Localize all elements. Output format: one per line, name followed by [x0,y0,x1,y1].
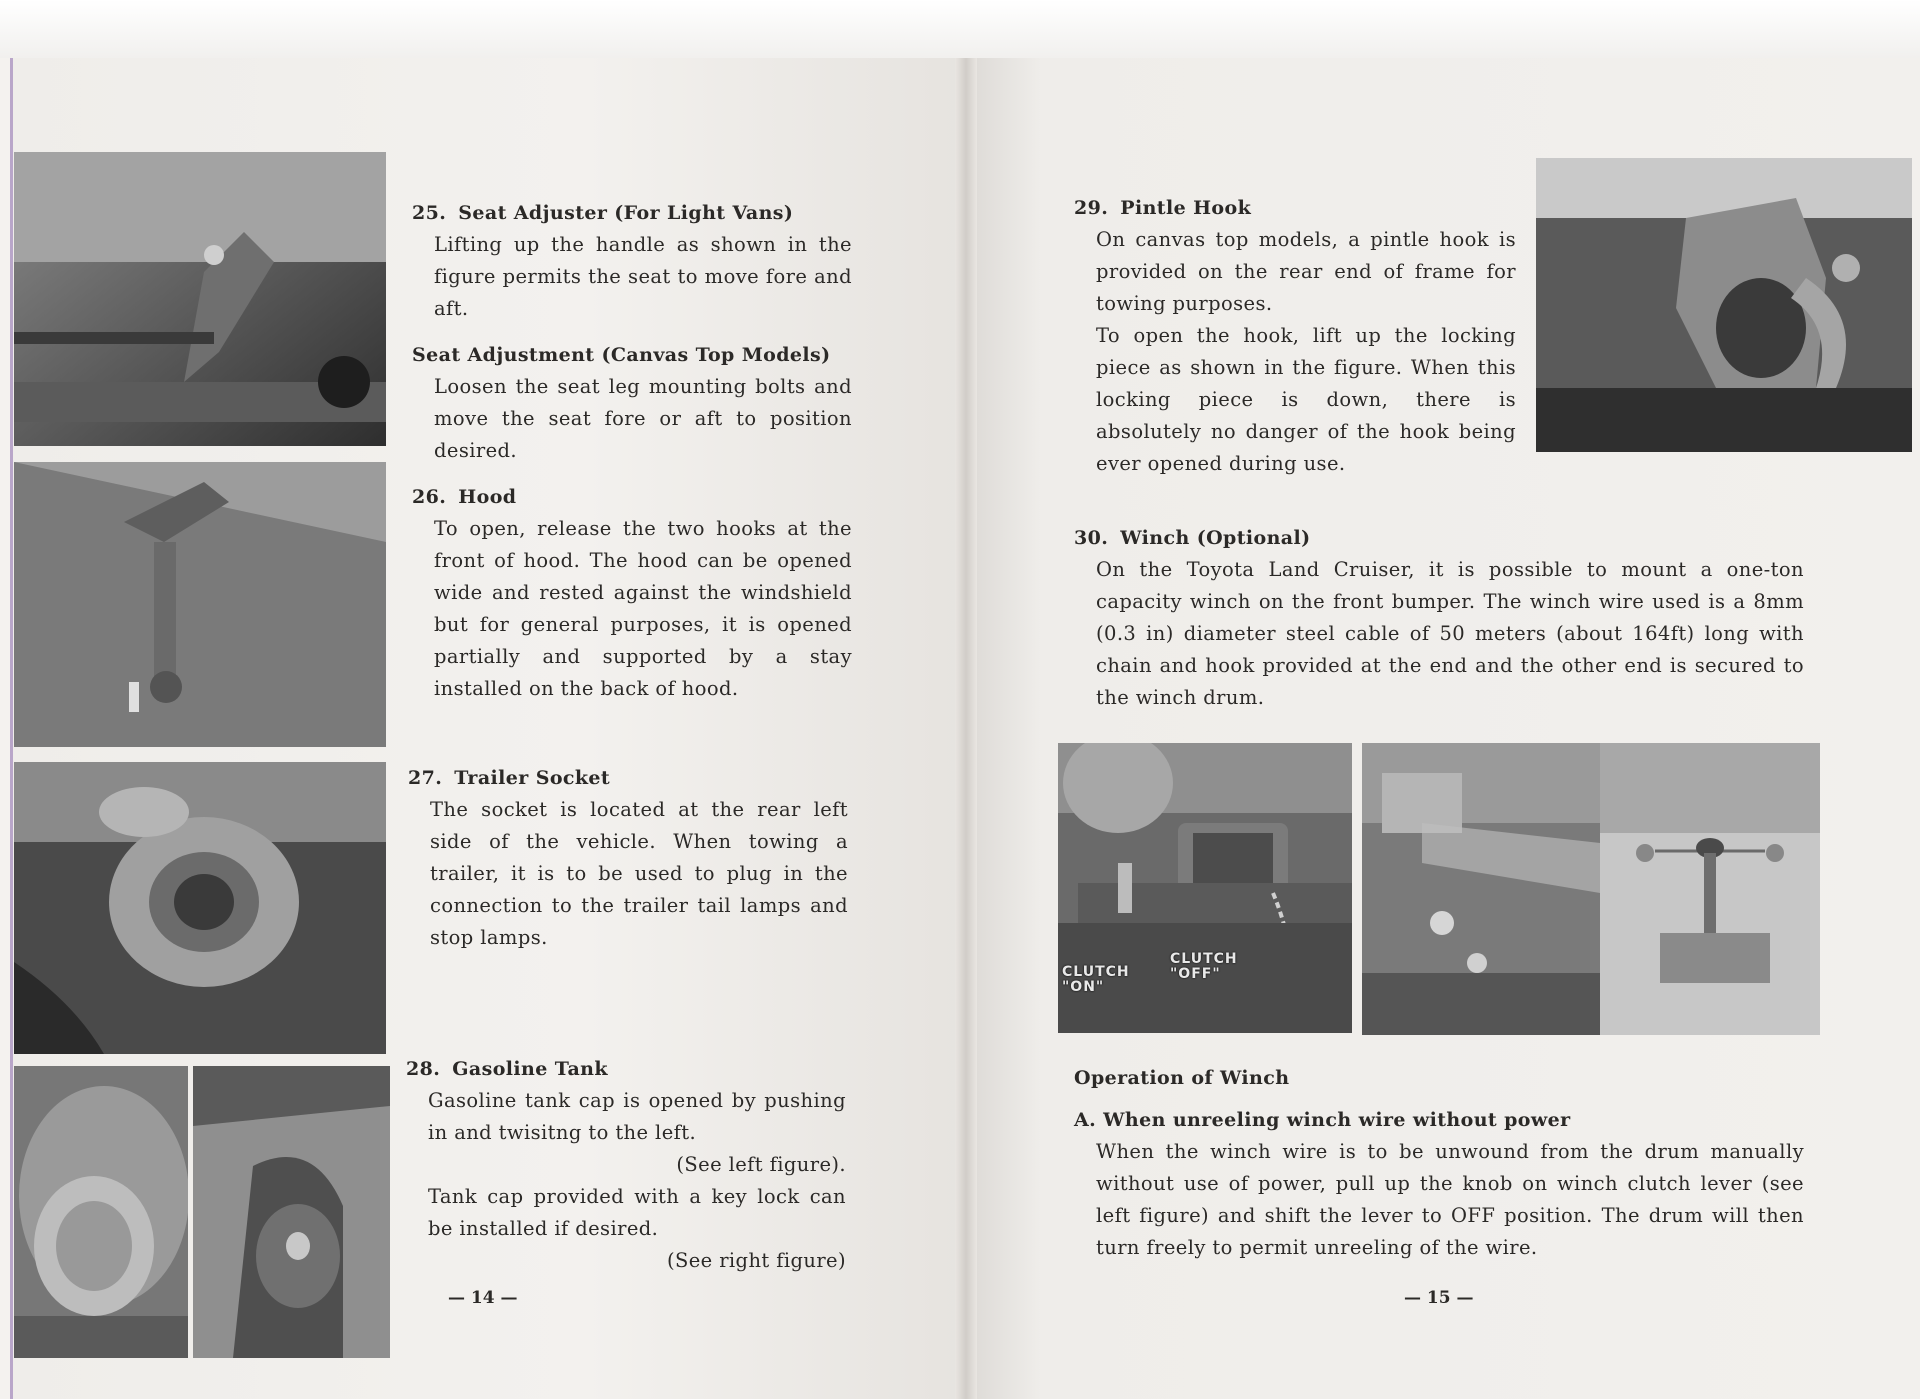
section-title: Hood [458,486,517,508]
section-title: Trailer Socket [454,767,611,789]
section-body: Lifting up the handle as shown in the figure permits the seat to move fore and aft. [434,233,852,320]
section-title: Seat Adjuster (For Light Vans) [458,202,794,224]
section-27 [408,762,848,954]
section-number: 27. [408,767,443,789]
scan-background [0,0,1920,58]
section-title: Gasoline Tank [452,1058,608,1080]
section-number: 26. [412,486,447,508]
section-body: To open, release the two hooks at the front of hood. The hood can be opened wide and rested against the windshield but for general purposes, it is opened partially and supported by a stay installed on the back of hood. [434,517,852,700]
figure-reference: (See left figure). [676,1153,846,1176]
section-title: Winch (Optional) [1120,527,1311,549]
section-29 [1074,192,1516,480]
section-body: The socket is located at the rear left side of the vehicle. When towing a trailer, it is to be used to plug in the connection to the trailer tail lamps and stop lamps. [430,798,848,949]
section-title: Pintle Hook [1120,197,1252,219]
section-body: On canvas top models, a pintle hook is provided on the rear end of frame for towing purposes. [1096,228,1516,315]
clutch-off-label: CLUTCH "OFF" [1170,951,1238,982]
section-body: Tank cap provided with a key lock can be installed if desired. [428,1185,846,1240]
section-subtitle: Seat Adjustment (Canvas Top Models) [412,344,831,366]
operation-of-winch [1074,1062,1804,1264]
gasoline-cap-left-photo [14,1066,188,1358]
clutch-lever-photo [1600,743,1820,1035]
operation-title: Operation of Winch [1074,1067,1290,1089]
seat-adjustment-canvas [412,339,852,467]
section-body: Loosen the seat leg mounting bolts and move the seat fore or aft to position desired. [434,375,852,462]
seat-adjuster-photo [14,152,386,446]
figure-reference: (See right figure) [666,1249,846,1272]
trailer-socket-photo [14,762,386,1054]
section-body: Gasoline tank cap is opened by pushing in and twisitng to the left. [428,1089,846,1144]
winch-lever-photo [1362,743,1600,1035]
book-gutter [955,58,977,1399]
section-26 [412,481,852,705]
gasoline-cap-right-photo [193,1066,390,1358]
clutch-on-label: CLUTCH "ON" [1062,964,1130,995]
subsection-a-body: When the winch wire is to be unwound from the drum manually without use of power, pull up the knob on winch clutch lever (see left figure) and shift the lever to OFF position. The drum will then turn freely to permit unreeling of the wire. [1096,1140,1804,1259]
section-28 [406,1053,846,1277]
section-number: 30. [1074,527,1109,549]
page-number-right: — 15 — [1404,1288,1474,1308]
subsection-a-title: A. When unreeling winch wire without power [1074,1109,1571,1131]
section-25 [412,197,852,325]
page-number-left: — 14 — [448,1288,518,1308]
section-body: To open the hook, lift up the locking piece as shown in the figure. When this locking piece is down, there is absolutely no danger of the hook being ever opened during use. [1096,324,1516,475]
section-number: 25. [412,202,447,224]
section-30 [1074,522,1804,714]
hood-stay-photo [14,462,386,747]
pintle-hook-photo [1536,158,1912,452]
section-body: On the Toyota Land Cruiser, it is possible to mount a one-ton capacity winch on the front bumper. The winch wire used is a 8mm (0.3 in) diameter steel cable of 50 meters (about 164ft) long with chain and hook provided at the end and the other end is secured to the winch drum. [1096,558,1804,709]
section-number: 28. [406,1058,441,1080]
section-number: 29. [1074,197,1109,219]
